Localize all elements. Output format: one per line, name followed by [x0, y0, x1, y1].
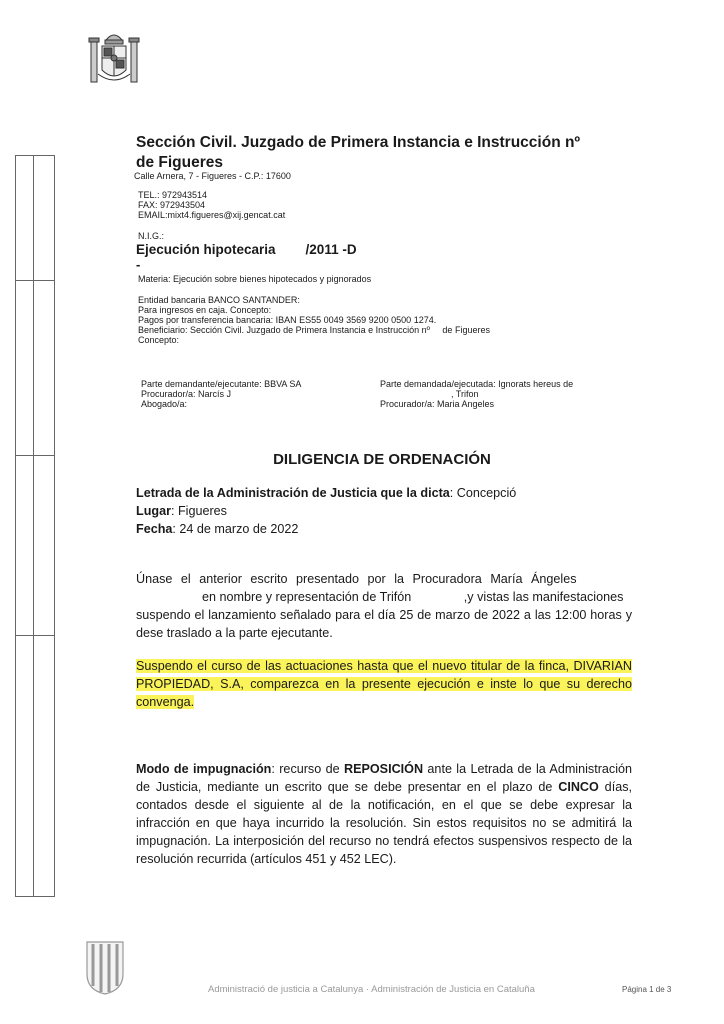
- court-address: Calle Arnera, 7 - Figueres - C.P.: 17600: [134, 171, 291, 181]
- defendant-block: Parte demandada/ejecutada: Ignorats hereus de , Trifon Procurador/a: Maria Angeles: [380, 379, 574, 409]
- side-margin-box: [15, 155, 55, 897]
- generalitat-logo: [85, 940, 125, 996]
- case-dash: -: [136, 257, 141, 272]
- coat-of-arms-logo: [84, 28, 144, 90]
- paragraph-lanzamiento: Únase el anterior escrito presentado por la Procuradora María Ángeles en nombre y representación de Trifón ,y vistas las manifestaciones suspendo el lanzamiento señalado para el día 25 de marzo de 2022 a las 12:00 horas y dese traslado a la parte ejecutante.: [136, 572, 632, 640]
- bank-details: Entidad bancaria BANCO SANTANDER: Para ingresos en caja. Concepto: Pagos por transferencia bancaria: IBAN ES55 0049 3569 9200 0500 1274. Beneficiario: Sección Civil. Juzgado de Primera Instancia e Instrucción nº de Figueres Concepto:: [138, 295, 490, 345]
- case-number: Ejecución hipotecaria /2011 -D: [136, 242, 357, 257]
- contact-block: TEL.: 972943514 FAX: 972943504 EMAIL:mixt4.figueres@xij.gencat.cat: [138, 190, 286, 220]
- document-title: DILIGENCIA DE ORDENACIÓN: [273, 451, 491, 468]
- paragraph-impugnacion: Modo de impugnación: recurso de REPOSICIÓN ante la Letrada de la Administración de Justicia, mediante un escrito que se debe presentar en el plazo de CINCO días, contados desde el siguiente al de la notificación, en el que se debe expresar la infracción en que haya incurrido la resolución. Sin estos requisitos no se admitirá la impugnación. La interposición del recurso no tendrá efectos suspensivos respecto de la resolución recurrida (artículos 451 y 452 LEC).: [136, 762, 633, 866]
- court-name: Sección Civil. Juzgado de Primera Instancia e Instrucción nº de Figueres: [136, 134, 581, 171]
- footer-text: Administració de justicia a Catalunya · Administración de Justicia en Cataluña: [208, 984, 535, 995]
- resolution-meta: Letrada de la Administración de Justicia que la dicta: Concepció Lugar: Figueres Fecha: 24 de marzo de 2022: [136, 486, 517, 536]
- plaintiff-block: Parte demandante/ejecutante: BBVA SA Procurador/a: Narcís J Abogado/a:: [141, 379, 302, 409]
- materia: Materia: Ejecución sobre bienes hipotecados y pignorados: [138, 274, 372, 284]
- nig-label: N.I.G.:: [138, 231, 165, 241]
- paragraph-suspension-highlighted: Suspendo el curso de las actuaciones hasta que el nuevo titular de la finca, DIVARIAN PROPIEDAD, S.A, comparezca en la presente ejecución e inste lo que su derecho convenga.: [136, 659, 632, 709]
- page-number: Página 1 de 3: [622, 985, 672, 994]
